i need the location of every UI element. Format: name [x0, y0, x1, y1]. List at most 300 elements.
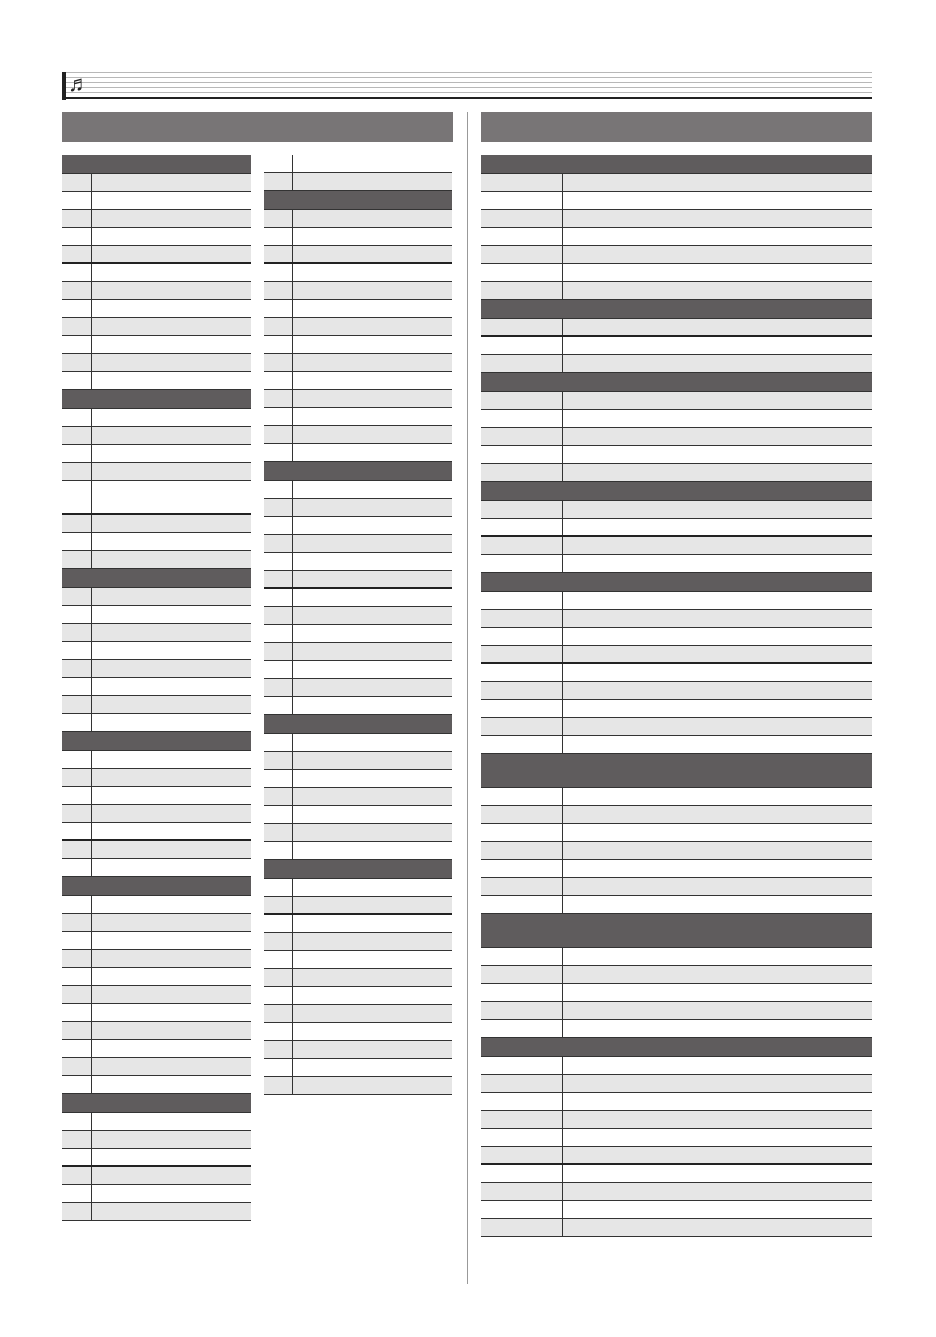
table-row: [62, 968, 251, 986]
row-column-divider: [562, 896, 563, 913]
row-column-divider: [562, 228, 563, 245]
group-header: [264, 462, 452, 481]
row-column-divider: [562, 1165, 563, 1182]
table-row: [62, 859, 251, 877]
list-column-a: [62, 155, 251, 1221]
row-column-divider: [562, 718, 563, 735]
row-column-divider: [562, 519, 563, 535]
group-header: [481, 482, 872, 501]
row-column-divider: [292, 1041, 293, 1058]
table-row: [264, 210, 452, 228]
row-column-divider: [292, 517, 293, 534]
row-column-divider: [91, 372, 92, 389]
row-column-divider: [562, 246, 563, 263]
table-row: [62, 678, 251, 696]
table-row: [62, 787, 251, 805]
row-column-divider: [91, 427, 92, 444]
row-column-divider: [292, 661, 293, 678]
table-row: [62, 354, 251, 372]
table-row: [481, 410, 872, 428]
table-row: [62, 192, 251, 210]
row-column-divider: [292, 1005, 293, 1022]
staff-line: [62, 92, 872, 93]
row-column-divider: [292, 734, 293, 751]
table-row: [264, 752, 452, 770]
row-column-divider: [562, 806, 563, 823]
table-row: [481, 1165, 872, 1183]
table-row: [264, 264, 452, 282]
row-column-divider: [562, 1129, 563, 1146]
table-row: [62, 660, 251, 678]
row-column-divider: [292, 915, 293, 932]
table-row: [481, 1111, 872, 1129]
row-column-divider: [562, 464, 563, 481]
table-row: [62, 1113, 251, 1131]
row-column-divider: [91, 409, 92, 426]
row-column-divider: [562, 984, 563, 1001]
group-header: [62, 155, 251, 174]
table-row: [264, 915, 452, 933]
table-row: [481, 628, 872, 646]
table-row: [481, 1093, 872, 1111]
table-row: [62, 336, 251, 354]
table-row: [62, 246, 251, 264]
table-row: [481, 355, 872, 373]
staff-line: [62, 72, 872, 73]
row-column-divider: [91, 445, 92, 462]
group-header: [481, 914, 872, 948]
row-column-divider: [91, 1040, 92, 1057]
list-column-c: [481, 155, 872, 1237]
row-column-divider: [562, 1147, 563, 1163]
table-row: [62, 1131, 251, 1149]
row-column-divider: [91, 914, 92, 931]
staff-line: [62, 77, 872, 78]
row-column-divider: [292, 499, 293, 516]
row-column-divider: [91, 1149, 92, 1165]
table-row: [264, 643, 452, 661]
row-column-divider: [91, 588, 92, 605]
table-row: [264, 481, 452, 499]
row-column-divider: [562, 192, 563, 209]
table-row: [62, 264, 251, 282]
table-row: [62, 986, 251, 1004]
list-column-b: [264, 155, 452, 1095]
staff-line: [62, 82, 872, 83]
table-row: [62, 515, 251, 533]
table-row: [264, 372, 452, 390]
table-row: [481, 860, 872, 878]
table-row: [481, 319, 872, 337]
row-column-divider: [292, 607, 293, 624]
row-column-divider: [562, 1201, 563, 1218]
row-column-divider: [562, 682, 563, 699]
row-column-divider: [562, 446, 563, 463]
table-row: [481, 192, 872, 210]
group-header: [264, 191, 452, 210]
table-row: [62, 841, 251, 859]
table-row: [481, 842, 872, 860]
table-row: [62, 1022, 251, 1040]
table-row: [481, 446, 872, 464]
row-column-divider: [562, 736, 563, 753]
table-row: [62, 533, 251, 551]
table-row: [62, 624, 251, 642]
row-column-divider: [91, 551, 92, 568]
group-header: [481, 573, 872, 592]
row-column-divider: [91, 282, 92, 299]
left-section-heading: [62, 112, 453, 142]
table-row: [62, 896, 251, 914]
row-column-divider: [562, 555, 563, 572]
table-row: [62, 318, 251, 336]
table-row: [264, 390, 452, 408]
table-row: [264, 969, 452, 987]
table-row: [481, 718, 872, 736]
row-column-divider: [292, 879, 293, 896]
table-row: [264, 408, 452, 426]
column-divider: [467, 112, 468, 1284]
row-column-divider: [91, 318, 92, 335]
row-column-divider: [562, 1183, 563, 1200]
table-row: [481, 464, 872, 482]
table-row: [264, 354, 452, 372]
table-row: [62, 751, 251, 769]
row-column-divider: [91, 660, 92, 677]
group-header: [62, 877, 251, 896]
table-row: [264, 770, 452, 788]
table-row: [481, 282, 872, 300]
row-column-divider: [91, 696, 92, 713]
row-column-divider: [292, 897, 293, 913]
sixteenth-note-icon: ♬: [68, 71, 90, 96]
table-row: [481, 592, 872, 610]
table-row: [62, 805, 251, 823]
table-row: [481, 264, 872, 282]
table-row: [481, 337, 872, 355]
row-column-divider: [562, 700, 563, 717]
table-row: [481, 1002, 872, 1020]
table-row: [62, 409, 251, 427]
table-row: [264, 282, 452, 300]
row-column-divider: [562, 948, 563, 965]
table-row: [264, 571, 452, 589]
row-column-divider: [292, 246, 293, 262]
table-row: [264, 842, 452, 860]
row-column-divider: [91, 228, 92, 245]
table-row: [264, 589, 452, 607]
row-column-divider: [292, 951, 293, 968]
row-column-divider: [292, 444, 293, 461]
row-column-divider: [91, 624, 92, 641]
row-column-divider: [292, 770, 293, 787]
row-column-divider: [292, 969, 293, 986]
table-row: [62, 481, 251, 515]
row-column-divider: [292, 987, 293, 1004]
row-column-divider: [91, 533, 92, 550]
table-row: [264, 155, 452, 173]
table-row: [481, 519, 872, 537]
row-column-divider: [91, 841, 92, 858]
row-column-divider: [91, 1203, 92, 1220]
table-row: [264, 173, 452, 191]
row-column-divider: [562, 824, 563, 841]
table-row: [481, 537, 872, 555]
table-row: [481, 966, 872, 984]
row-column-divider: [91, 1113, 92, 1130]
music-staff-header: [62, 72, 872, 100]
table-row: [481, 1219, 872, 1237]
table-row: [481, 736, 872, 754]
row-column-divider: [292, 481, 293, 498]
table-row: [264, 879, 452, 897]
table-row: [481, 788, 872, 806]
row-column-divider: [91, 986, 92, 1003]
table-row: [481, 428, 872, 446]
table-row: [264, 951, 452, 969]
table-row: [62, 606, 251, 624]
row-column-divider: [562, 646, 563, 662]
table-row: [264, 426, 452, 444]
row-column-divider: [292, 318, 293, 335]
row-column-divider: [562, 410, 563, 427]
table-row: [264, 517, 452, 535]
table-row: [481, 1129, 872, 1147]
table-row: [62, 445, 251, 463]
row-column-divider: [562, 966, 563, 983]
table-row: [481, 1057, 872, 1075]
table-row: [264, 806, 452, 824]
row-column-divider: [91, 1022, 92, 1039]
group-header: [481, 754, 872, 788]
table-row: [62, 228, 251, 246]
table-row: [481, 246, 872, 264]
row-column-divider: [91, 805, 92, 822]
row-column-divider: [562, 319, 563, 335]
table-row: [481, 555, 872, 573]
table-row: [264, 1005, 452, 1023]
table-row: [264, 1059, 452, 1077]
row-column-divider: [292, 697, 293, 714]
row-column-divider: [562, 392, 563, 409]
table-row: [481, 392, 872, 410]
row-column-divider: [562, 788, 563, 805]
table-row: [62, 696, 251, 714]
row-column-divider: [91, 642, 92, 659]
row-column-divider: [562, 501, 563, 518]
table-row: [264, 933, 452, 951]
group-header: [481, 1038, 872, 1057]
table-row: [264, 788, 452, 806]
group-header: [264, 860, 452, 879]
row-column-divider: [292, 824, 293, 841]
table-row: [481, 1075, 872, 1093]
row-column-divider: [292, 1059, 293, 1076]
row-column-divider: [292, 426, 293, 443]
table-row: [481, 700, 872, 718]
row-column-divider: [292, 933, 293, 950]
row-column-divider: [562, 592, 563, 609]
row-column-divider: [91, 174, 92, 191]
table-row: [264, 1041, 452, 1059]
table-row: [62, 769, 251, 787]
table-row: [62, 300, 251, 318]
group-header: [62, 732, 251, 751]
row-column-divider: [292, 1023, 293, 1040]
staff-line: [62, 87, 872, 88]
row-column-divider: [91, 246, 92, 262]
row-column-divider: [292, 589, 293, 606]
table-row: [62, 463, 251, 481]
staff-bar: [62, 72, 66, 100]
table-row: [62, 932, 251, 950]
table-row: [264, 697, 452, 715]
table-row: [481, 501, 872, 519]
row-column-divider: [292, 354, 293, 371]
row-column-divider: [91, 1167, 92, 1184]
table-row: [264, 625, 452, 643]
table-row: [62, 174, 251, 192]
row-column-divider: [292, 643, 293, 660]
row-column-divider: [91, 1076, 92, 1093]
row-column-divider: [292, 553, 293, 570]
row-column-divider: [292, 155, 293, 172]
group-header: [62, 390, 251, 409]
table-row: [264, 987, 452, 1005]
row-column-divider: [292, 752, 293, 769]
table-row: [481, 824, 872, 842]
row-column-divider: [562, 1002, 563, 1019]
row-column-divider: [91, 481, 92, 513]
table-row: [481, 682, 872, 700]
row-column-divider: [562, 337, 563, 354]
table-row: [62, 551, 251, 569]
row-column-divider: [292, 264, 293, 281]
table-row: [62, 588, 251, 606]
row-column-divider: [292, 372, 293, 389]
table-row: [264, 824, 452, 842]
table-row: [62, 1203, 251, 1221]
table-row: [62, 714, 251, 732]
row-column-divider: [562, 1111, 563, 1128]
row-column-divider: [562, 1075, 563, 1092]
table-row: [481, 210, 872, 228]
row-column-divider: [91, 192, 92, 209]
row-column-divider: [91, 678, 92, 695]
row-column-divider: [292, 788, 293, 805]
table-row: [264, 228, 452, 246]
row-column-divider: [91, 823, 92, 839]
table-row: [264, 336, 452, 354]
group-header: [481, 373, 872, 392]
row-column-divider: [91, 859, 92, 876]
table-row: [481, 610, 872, 628]
row-column-divider: [91, 264, 92, 281]
row-column-divider: [91, 769, 92, 786]
table-row: [264, 318, 452, 336]
row-column-divider: [292, 806, 293, 823]
table-row: [62, 1076, 251, 1094]
table-row: [62, 950, 251, 968]
row-column-divider: [292, 210, 293, 227]
row-column-divider: [562, 428, 563, 445]
table-row: [264, 661, 452, 679]
table-row: [264, 1077, 452, 1095]
table-row: [62, 282, 251, 300]
table-row: [264, 1023, 452, 1041]
table-row: [481, 174, 872, 192]
table-row: [264, 444, 452, 462]
row-column-divider: [91, 787, 92, 804]
row-column-divider: [91, 300, 92, 317]
row-column-divider: [91, 932, 92, 949]
table-row: [481, 1201, 872, 1219]
table-row: [481, 878, 872, 896]
row-column-divider: [562, 1219, 563, 1236]
row-column-divider: [292, 625, 293, 642]
row-column-divider: [292, 228, 293, 245]
table-row: [481, 1183, 872, 1201]
row-column-divider: [91, 1131, 92, 1148]
row-column-divider: [562, 174, 563, 191]
table-row: [62, 210, 251, 228]
row-column-divider: [91, 714, 92, 731]
group-header: [481, 155, 872, 174]
row-column-divider: [292, 1077, 293, 1094]
staff-baseline: [62, 97, 872, 99]
row-column-divider: [562, 628, 563, 645]
table-row: [264, 897, 452, 915]
row-column-divider: [292, 336, 293, 353]
row-column-divider: [292, 535, 293, 552]
row-column-divider: [91, 354, 92, 371]
table-row: [62, 642, 251, 660]
table-row: [264, 300, 452, 318]
table-row: [62, 1040, 251, 1058]
table-row: [62, 1058, 251, 1076]
table-row: [481, 806, 872, 824]
table-row: [481, 896, 872, 914]
row-column-divider: [91, 751, 92, 768]
row-column-divider: [562, 355, 563, 372]
table-row: [62, 1149, 251, 1167]
row-column-divider: [91, 515, 92, 532]
row-column-divider: [91, 1058, 92, 1075]
row-column-divider: [292, 571, 293, 587]
group-header: [62, 569, 251, 588]
table-row: [264, 679, 452, 697]
row-column-divider: [292, 842, 293, 859]
row-column-divider: [292, 300, 293, 317]
row-column-divider: [562, 664, 563, 681]
table-row: [62, 372, 251, 390]
row-column-divider: [91, 210, 92, 227]
row-column-divider: [91, 1185, 92, 1202]
table-row: [62, 823, 251, 841]
table-row: [264, 607, 452, 625]
right-section-heading: [481, 112, 872, 142]
row-column-divider: [91, 463, 92, 480]
row-column-divider: [91, 896, 92, 913]
row-column-divider: [562, 1093, 563, 1110]
row-column-divider: [91, 606, 92, 623]
table-row: [62, 914, 251, 932]
row-column-divider: [91, 950, 92, 967]
row-column-divider: [562, 610, 563, 627]
group-header: [481, 300, 872, 319]
table-row: [62, 1167, 251, 1185]
table-row: [264, 734, 452, 752]
